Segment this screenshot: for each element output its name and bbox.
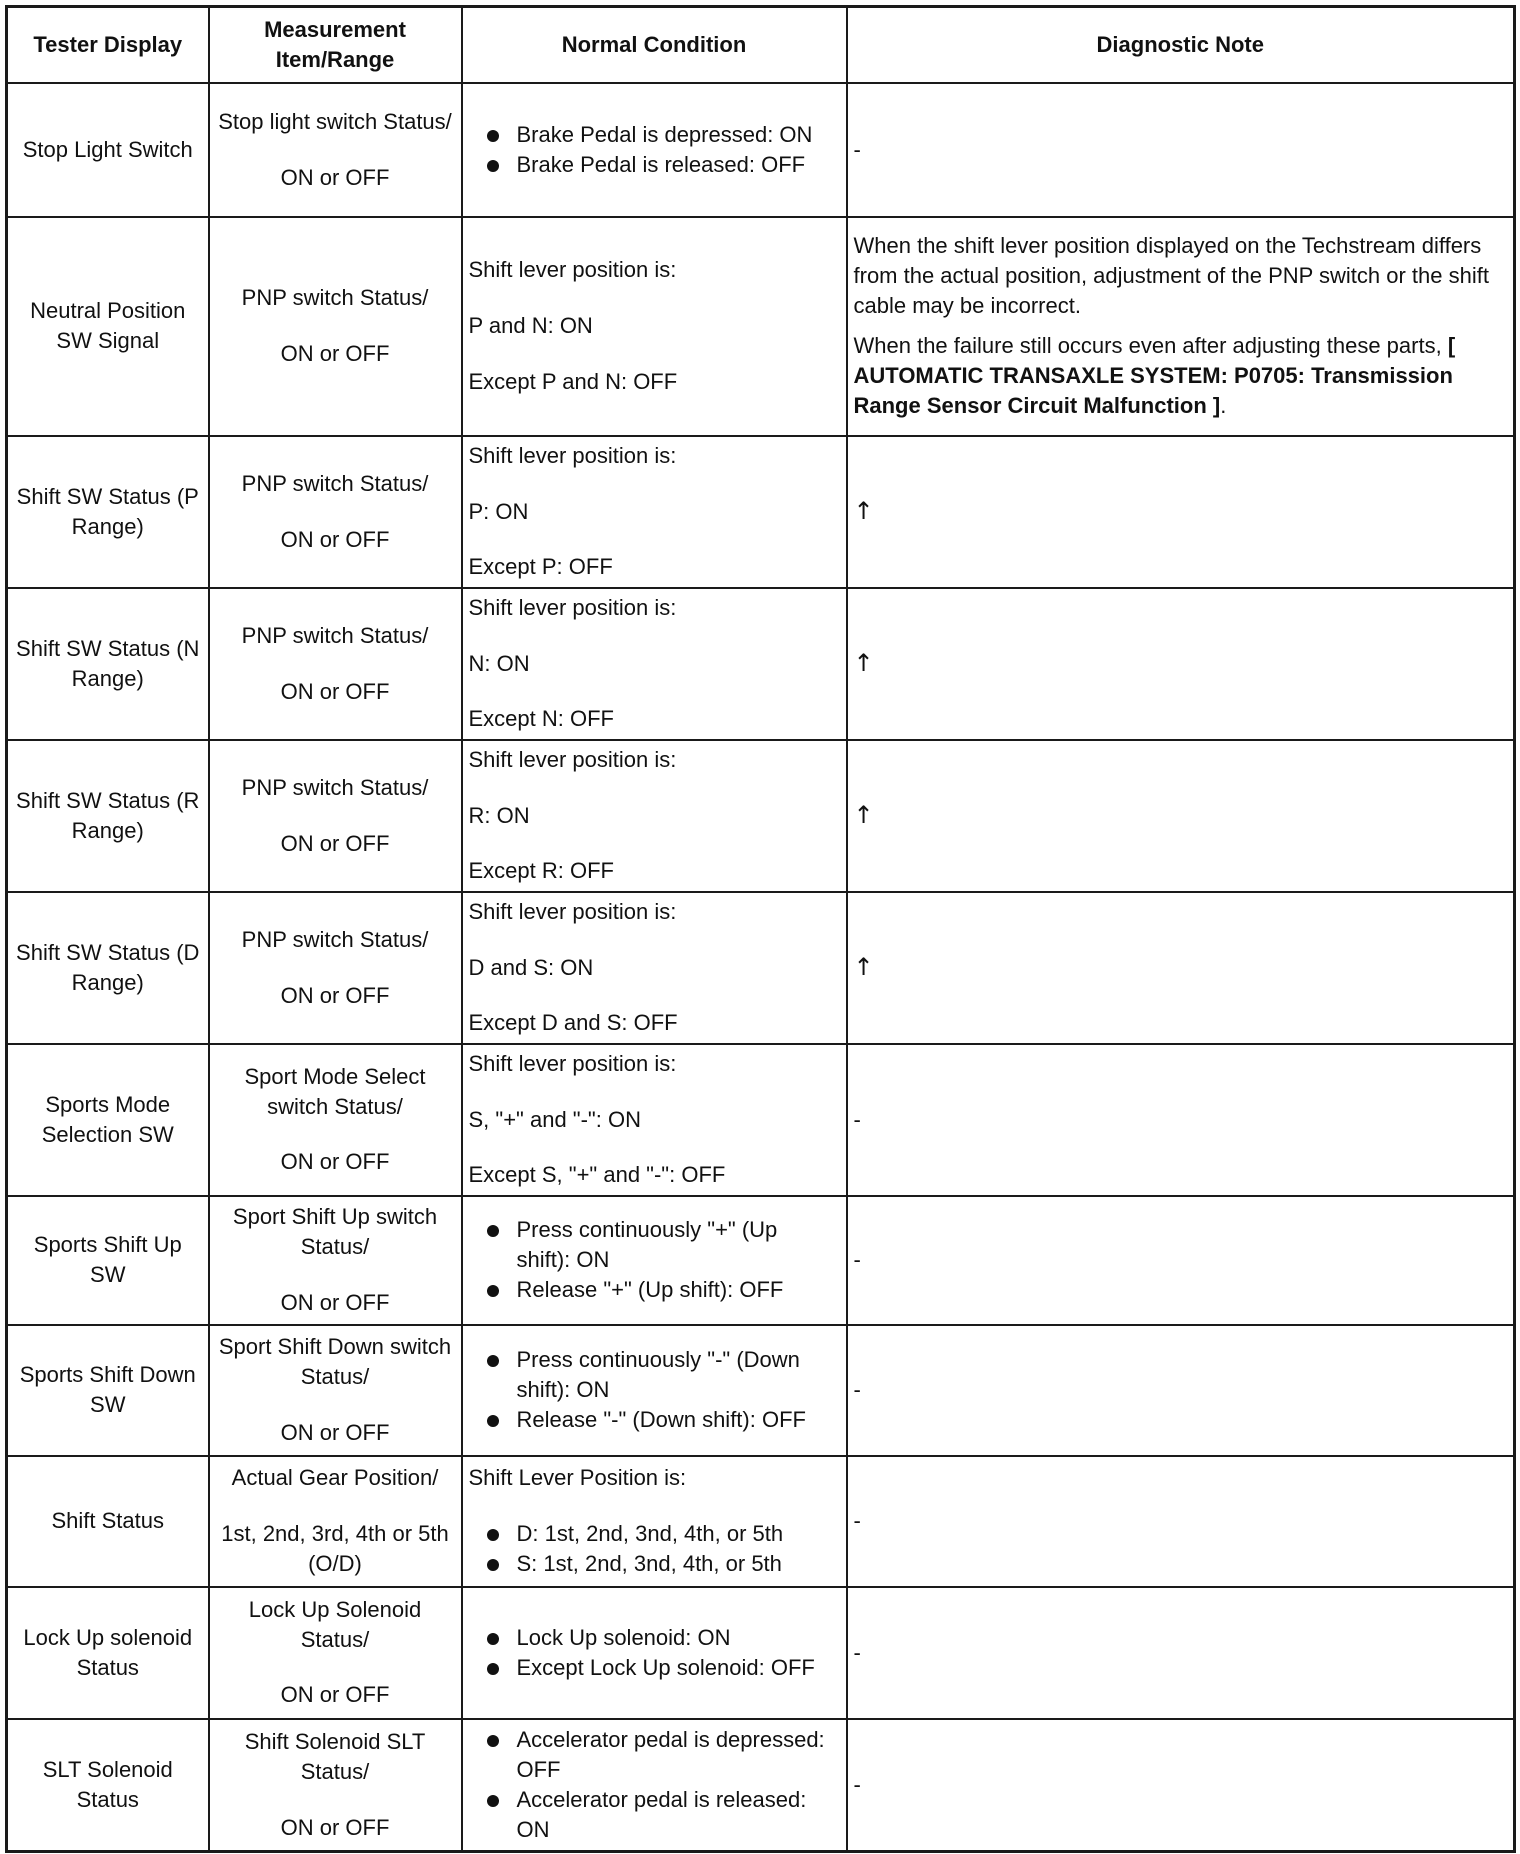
condition-bullet-list (469, 1725, 840, 1845)
diagnostic-note-cell (847, 892, 1515, 1044)
header-measurement: Measurement Item/Range (209, 7, 462, 83)
table-row (7, 588, 1515, 740)
spacer (469, 1134, 840, 1160)
tester-display-text: Sports Mode Selection SW (41, 1091, 174, 1147)
measurement-range: ON or OFF (280, 678, 390, 704)
data-list-table (5, 5, 1516, 1853)
tester-display-cell (7, 436, 209, 588)
same-as-above-arrow-icon: ↑ (853, 497, 874, 526)
normal-condition-cell (462, 217, 847, 436)
note-text-segment: When the failure still occurs even after adjusting these parts, (853, 333, 1448, 358)
condition-bullet-text: Accelerator pedal is depressed: OFF (516, 1726, 825, 1782)
spacer (469, 678, 840, 704)
tester-display-text: Sports Shift Up SW (33, 1232, 182, 1287)
table-row (7, 436, 1515, 588)
list-item (469, 1275, 840, 1305)
measurement-range: ON or OFF (280, 1149, 390, 1175)
bullet-icon (487, 1795, 499, 1807)
diagnostic-note-cell (847, 1587, 1515, 1719)
measurement-cell (209, 1196, 462, 1325)
measurement-cell (209, 1044, 462, 1196)
measurement-cell (209, 217, 462, 436)
normal-condition-cell (462, 83, 847, 217)
spacer (469, 830, 840, 856)
condition-line: P: ON (468, 498, 529, 524)
condition-line: R: ON (468, 802, 530, 828)
tester-display-cell (7, 217, 209, 436)
header-tester-display: Tester Display (7, 7, 209, 83)
measurement-cell (209, 588, 462, 740)
measurement-cell (209, 1456, 462, 1587)
tester-display-cell (7, 1196, 209, 1325)
measurement-range: ON or OFF (280, 1814, 390, 1840)
header-normal-condition: Normal Condition (462, 7, 847, 83)
tester-display-cell (7, 588, 209, 740)
spacer (216, 313, 455, 339)
tester-display-cell (7, 1587, 209, 1719)
normal-condition-cell (462, 892, 847, 1044)
diagnostic-note-cell (847, 1044, 1515, 1196)
same-as-above-arrow-icon: ↑ (853, 953, 874, 982)
tester-display-text: Shift SW Status (N Range) (16, 635, 200, 691)
bullet-icon (487, 1633, 499, 1645)
tester-display-cell (7, 83, 209, 217)
measurement-range: ON or OFF (280, 830, 390, 856)
spacer (469, 526, 840, 552)
measurement-range: ON or OFF (280, 982, 390, 1008)
bullet-icon (487, 160, 499, 172)
measurement-item: PNP switch Status/ (241, 926, 429, 952)
tester-display-text: Stop Light Switch (22, 136, 193, 162)
table-row (7, 1325, 1515, 1456)
condition-bullet-text: Release "+" (Up shift): OFF (516, 1276, 784, 1302)
tester-display-cell (7, 1456, 209, 1587)
table-row (7, 1196, 1515, 1325)
table-row (7, 892, 1515, 1044)
diagnostic-note-cell (847, 1456, 1515, 1587)
condition-line: Shift lever position is: (468, 594, 677, 620)
diagnostic-note-cell (847, 436, 1515, 588)
measurement-range: ON or OFF (280, 1289, 390, 1315)
list-item (469, 1345, 840, 1405)
condition-line: Except P and N: OFF (468, 368, 678, 394)
tester-display-text: Shift SW Status (D Range) (16, 939, 200, 995)
measurement-item: PNP switch Status/ (241, 285, 429, 311)
condition-bullet-text: Release "-" (Down shift): OFF (516, 1406, 806, 1432)
bullet-icon (487, 1225, 499, 1237)
list-item (469, 1653, 840, 1683)
tester-display-text: Shift Status (51, 1508, 164, 1534)
table-row (7, 217, 1515, 436)
diagnostic-note-cell (847, 588, 1515, 740)
condition-bullet-text: Brake Pedal is released: OFF (516, 151, 806, 177)
measurement-item: Shift Solenoid SLT Status/ (244, 1728, 426, 1784)
spacer (216, 651, 455, 677)
measurement-item: PNP switch Status/ (241, 470, 429, 496)
bullet-icon (487, 1355, 499, 1367)
normal-condition-cell (462, 1196, 847, 1325)
condition-lead: Shift Lever Position is: (468, 1465, 687, 1491)
spacer (216, 137, 455, 163)
table-row (7, 1456, 1515, 1587)
normal-condition-cell (462, 1719, 847, 1852)
bullet-icon (487, 130, 499, 142)
same-as-above-arrow-icon: ↑ (853, 801, 874, 830)
condition-line: Shift lever position is: (468, 257, 677, 283)
spacer (216, 803, 455, 829)
tester-display-text: Shift SW Status (R Range) (16, 787, 200, 843)
diagnostic-note-text: - (853, 1377, 861, 1403)
header-row (7, 7, 1515, 83)
condition-line: Shift lever position is: (468, 1050, 677, 1076)
measurement-cell (209, 1587, 462, 1719)
condition-bullet-text: Brake Pedal is depressed: ON (516, 121, 813, 147)
condition-bullet-text: S: 1st, 2nd, 3nd, 4th, or 5th (516, 1550, 782, 1576)
diagnostic-note-text: - (853, 1106, 861, 1132)
table-row (7, 1587, 1515, 1719)
spacer (469, 775, 840, 801)
condition-line: D and S: ON (468, 954, 594, 980)
tester-display-text: Shift SW Status (P Range) (16, 483, 199, 539)
data-list-sheet (5, 5, 1513, 1850)
condition-line: Except S, "+" and "-": OFF (468, 1162, 726, 1188)
spacer (469, 285, 840, 311)
bullet-icon (487, 1529, 499, 1541)
spacer (216, 1392, 455, 1418)
list-item (469, 150, 840, 180)
spacer (216, 955, 455, 981)
header-diagnostic-note: Diagnostic Note (847, 7, 1515, 83)
spacer (216, 499, 455, 525)
diagnostic-note-text: When the shift lever position displayed on the Techstream differs from the actual position, adjustment of the PNP switch or the shift cable may be incorrect. (853, 233, 1489, 319)
condition-line: S, "+" and "-": ON (468, 1106, 641, 1132)
condition-line: P and N: ON (468, 313, 593, 339)
diagnostic-note-text: - (853, 136, 861, 162)
diagnostic-note-text: - (853, 1639, 861, 1665)
tester-display-text: SLT Solenoid Status (42, 1756, 173, 1812)
diagnostic-note-text: - (853, 1247, 861, 1273)
bullet-icon (487, 1285, 499, 1297)
list-item (469, 1519, 840, 1549)
measurement-item: PNP switch Status/ (241, 622, 429, 648)
same-as-above-arrow-icon: ↑ (853, 649, 874, 678)
normal-condition-cell (462, 1044, 847, 1196)
diagnostic-note-cell (847, 1196, 1515, 1325)
measurement-item: Sport Shift Down switch Status/ (218, 1334, 452, 1390)
spacer (469, 1079, 840, 1105)
bullet-icon (487, 1559, 499, 1571)
spacer (216, 1262, 455, 1288)
measurement-range: ON or OFF (280, 341, 390, 366)
condition-bullet-text: Lock Up solenoid: ON (516, 1624, 731, 1650)
condition-line: Shift lever position is: (468, 898, 677, 924)
spacer (216, 1121, 455, 1147)
tester-display-text: Lock Up solenoid Status (23, 1624, 193, 1680)
spacer (216, 1493, 455, 1519)
condition-bullet-text: Press continuously "+" (Up shift): ON (516, 1217, 778, 1273)
measurement-item: Sport Shift Up switch Status/ (232, 1204, 438, 1260)
condition-bullet-list (469, 1623, 840, 1683)
condition-bullet-list (469, 120, 840, 180)
normal-condition-cell (462, 436, 847, 588)
bullet-icon (487, 1415, 499, 1427)
measurement-item: Actual Gear Position/ (231, 1465, 439, 1491)
diagnostic-note-cell (847, 83, 1515, 217)
condition-bullet-list (469, 1215, 840, 1305)
measurement-cell (209, 436, 462, 588)
condition-line: Shift lever position is: (468, 746, 677, 772)
measurement-range: ON or OFF (280, 526, 390, 552)
measurement-cell (209, 1325, 462, 1456)
dtc-reference-link[interactable]: [ AUTOMATIC TRANSAXLE SYSTEM: P0705: Transmission Range Sensor Circuit Malfunction ] (853, 333, 1456, 418)
measurement-range: ON or OFF (280, 1419, 390, 1445)
tester-display-text: Neutral Position SW Signal (30, 298, 186, 353)
diagnostic-note-text: - (853, 1508, 861, 1534)
condition-line: N: ON (468, 650, 530, 676)
normal-condition-cell (462, 588, 847, 740)
list-item (469, 1623, 840, 1653)
condition-bullet-text: D: 1st, 2nd, 3nd, 4th, or 5th (516, 1521, 784, 1547)
bullet-icon (487, 1663, 499, 1675)
table-row (7, 1719, 1515, 1852)
list-item (469, 1549, 840, 1579)
measurement-cell (209, 740, 462, 892)
list-item (469, 120, 840, 150)
measurement-item: Lock Up Solenoid Status/ (248, 1596, 422, 1652)
tester-display-cell (7, 740, 209, 892)
spacer (469, 341, 840, 367)
condition-bullet-text: Press continuously "-" (Down shift): ON (516, 1347, 800, 1403)
tester-display-cell (7, 1719, 209, 1852)
diagnostic-note-cell (847, 740, 1515, 892)
bullet-icon (487, 1735, 499, 1747)
condition-bullet-text: Except Lock Up solenoid: OFF (516, 1654, 815, 1680)
condition-bullet-list (469, 1519, 840, 1579)
spacer (469, 1493, 840, 1519)
measurement-item: PNP switch Status/ (241, 774, 429, 800)
measurement-cell (209, 83, 462, 217)
condition-bullet-list (469, 1345, 840, 1435)
spacer (469, 623, 840, 649)
condition-line: Shift lever position is: (468, 442, 677, 468)
tester-display-cell (7, 1044, 209, 1196)
diagnostic-note-text (854, 331, 1508, 421)
measurement-range: ON or OFF (280, 164, 390, 190)
measurement-cell (209, 1719, 462, 1852)
spacer (469, 982, 840, 1008)
diagnostic-note-cell (847, 217, 1515, 436)
normal-condition-cell (462, 1587, 847, 1719)
condition-line: Except P: OFF (468, 554, 613, 580)
note-text-segment: . (1220, 392, 1227, 418)
measurement-range: ON or OFF (280, 1682, 390, 1708)
condition-line: Except R: OFF (468, 858, 614, 884)
list-item (469, 1405, 840, 1435)
list-item (469, 1785, 840, 1845)
spacer (216, 1654, 455, 1680)
spacer (469, 471, 840, 497)
spacer (469, 927, 840, 953)
table-row (7, 83, 1515, 217)
table-row (7, 1044, 1515, 1196)
normal-condition-cell (462, 1456, 847, 1587)
tester-display-cell (7, 1325, 209, 1456)
diagnostic-note-text: - (853, 1771, 861, 1797)
tester-display-text: Sports Shift Down SW (19, 1362, 196, 1417)
normal-condition-cell (462, 740, 847, 892)
condition-line: Except D and S: OFF (468, 1010, 678, 1036)
condition-bullet-text: Accelerator pedal is released: ON (516, 1786, 807, 1842)
diagnostic-note-cell (847, 1325, 1515, 1456)
list-item (469, 1215, 840, 1275)
spacer (216, 1787, 455, 1813)
measurement-item: Sport Mode Select switch Status/ (244, 1063, 426, 1119)
measurement-cell (209, 892, 462, 1044)
table-row (7, 740, 1515, 892)
measurement-range: 1st, 2nd, 3rd, 4th or 5th (O/D) (221, 1521, 449, 1576)
tester-display-cell (7, 892, 209, 1044)
list-item (469, 1725, 840, 1785)
normal-condition-cell (462, 1325, 847, 1456)
measurement-item: Stop light switch Status/ (218, 108, 452, 134)
diagnostic-note-cell (847, 1719, 1515, 1852)
condition-line: Except N: OFF (468, 706, 614, 732)
